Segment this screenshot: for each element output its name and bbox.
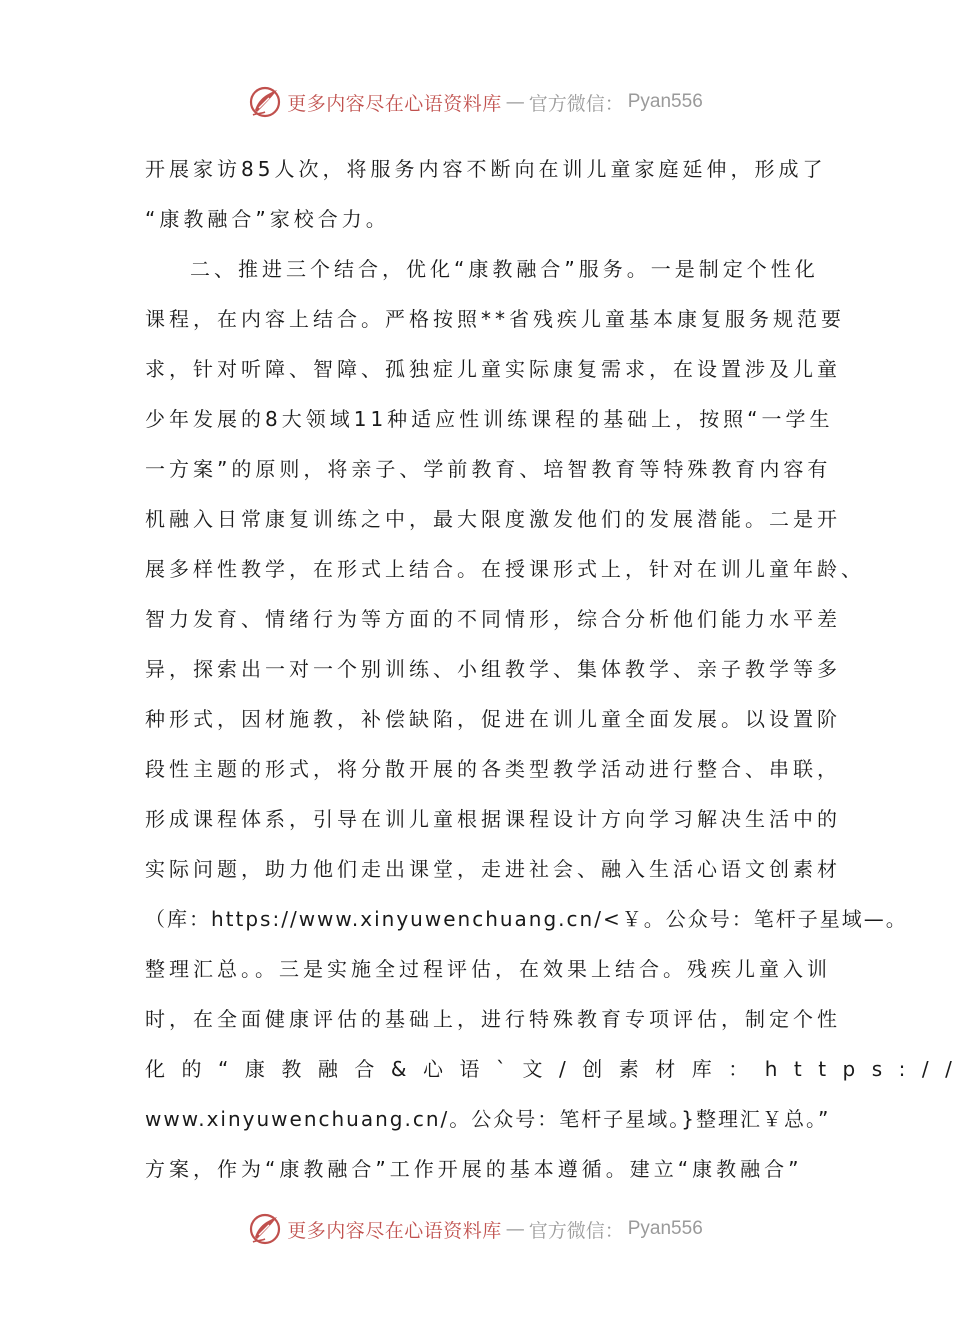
wechat-id: Pyan556 <box>627 91 703 112</box>
text-line: 一方案”的原则，将亲子、学前教育、培智教育等特殊教育内容有 <box>145 457 832 481</box>
separator-dash: — <box>505 91 525 113</box>
text-line: “康教融合”家校合力。 <box>145 207 390 231</box>
text-line: 异，探索出一对一个别训练、小组教学、集体教学、亲子教学等多 <box>145 657 841 681</box>
text-line: 化的“康教融合&心语`文/创素材库：https:// <box>145 1057 968 1081</box>
text-line: 方案，作为“康教融合”工作开展的基本遵循。建立“康教融合” <box>145 1157 803 1181</box>
pen-logo-icon <box>247 84 283 120</box>
text-line: www.xinyuwenchuang.cn/。公众号：笔杆子星域。}整理汇￥总。” <box>145 1107 831 1131</box>
footer-watermark <box>0 1209 950 1249</box>
text-line: （库：https://www.xinyuwenchuang.cn/<￥。公众号：笔杆子星域—。 <box>145 907 908 931</box>
document-body <box>145 150 968 1200</box>
wechat-id: Pyan556 <box>627 1218 703 1239</box>
text-line: 形成课程体系，引导在训儿童根据课程设计方向学习解决生活中的 <box>145 807 841 831</box>
site-name: 更多内容尽在心语资料库 <box>287 1219 502 1242</box>
wechat-label: 官方微信： <box>528 1219 624 1242</box>
pen-logo-icon <box>247 1211 283 1247</box>
header-watermark <box>0 82 950 122</box>
text-line: 种形式，因材施教，补偿缺陷，促进在训儿童全面发展。以设置阶 <box>145 707 841 731</box>
text-line: 少年发展的8大领域11种适应性训练课程的基础上，按照“一学生 <box>145 407 834 431</box>
text-line: 机融入日常康复训练之中，最大限度激发他们的发展潜能。二是开 <box>145 507 841 531</box>
text-line: 时，在全面健康评估的基础上，进行特殊教育专项评估，制定个性 <box>145 1007 841 1031</box>
text-line: 整理汇总。。三是实施全过程评估，在效果上结合。残疾儿童入训 <box>145 957 831 981</box>
text-line: 智力发育、情绪行为等方面的不同情形，综合分析他们能力水平差 <box>145 607 841 631</box>
text-line: 实际问题，助力他们走出课堂，走进社会、融入生活心语文创素材 <box>145 857 841 881</box>
separator-dash: — <box>505 1218 525 1240</box>
site-name: 更多内容尽在心语资料库 <box>287 92 502 115</box>
text-line: 求，针对听障、智障、孤独症儿童实际康复需求，在设置涉及儿童 <box>145 357 841 381</box>
text-line: 二、推进三个结合，优化“康教融合”服务。一是制定个性化 <box>190 257 819 281</box>
text-line: 段性主题的形式，将分散开展的各类型教学活动进行整合、串联， <box>145 757 841 781</box>
text-line: 开展家访85人次，将服务内容不断向在训儿童家庭延伸，形成了 <box>145 157 827 181</box>
text-line: 展多样性教学，在形式上结合。在授课形式上，针对在训儿童年龄、 <box>145 557 865 581</box>
wechat-label: 官方微信： <box>528 92 624 115</box>
text-line: 课程，在内容上结合。严格按照**省残疾儿童基本康复服务规范要 <box>145 307 845 331</box>
